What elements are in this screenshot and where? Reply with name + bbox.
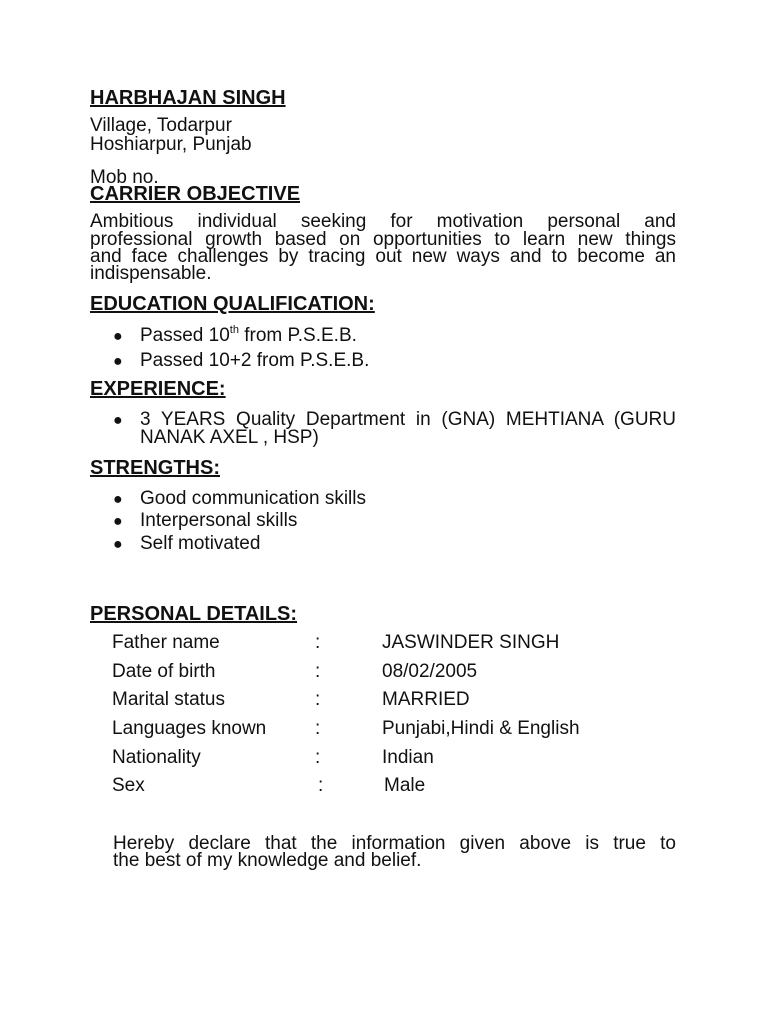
bullet-icon: ● [113,513,123,530]
experience-line-1: 3 YEARS Quality Department in (GNA) MEHTIANA (GURU [140,409,676,430]
applicant-name: HARBHAJAN SINGH [90,87,286,109]
row-label: Nationality [112,747,201,768]
strength-item: ● Self motivated [113,533,261,554]
row-label: Date of birth [112,661,216,682]
address-line-1: Village, Todarpur [90,115,232,136]
mobile-label: Mob no. [90,167,159,188]
row-value: 08/02/2005 [382,661,478,682]
experience-heading: EXPERIENCE: [90,378,226,400]
experience-bullet [113,409,140,432]
strength-item: ● Good communication skills [113,488,366,509]
row-separator: : [315,661,321,682]
row-label: Marital status [112,689,225,710]
address-line-2: Hoshiarpur, Punjab [90,134,252,155]
row-value: Punjabi,Hindi & English [382,718,580,739]
objective-line-1: Ambitious individual seeking for motivation personal and [90,211,676,232]
strength-item: ● Interpersonal skills [113,510,298,531]
objective-line-3: and face challenges by tracing out new ways and to become an [90,246,676,267]
row-label: Sex [112,775,145,796]
bullet-icon: ● [113,328,123,345]
strengths-heading: STRENGTHS: [90,457,220,479]
row-separator: : [318,775,324,796]
row-label: Languages known [112,718,267,739]
bullet-icon: ● [113,353,123,370]
bullet-icon: ● [113,412,123,429]
row-value: Indian [382,747,434,768]
bullet-icon: ● [113,536,123,553]
row-value: MARRIED [382,689,470,710]
personal-details-heading: PERSONAL DETAILS: [90,603,298,625]
declaration-line-2: the best of my knowledge and belief. [113,850,422,871]
objective-line-2: professional growth based on opportunities to learn new things [90,229,676,250]
declaration-line-1: Hereby declare that the information given above is true to [113,833,676,854]
row-label: Father name [112,632,220,653]
bullet-icon: ● [113,491,123,508]
row-separator: : [315,632,321,653]
education-item: ● Passed 10th from P.S.E.B. [113,324,357,346]
education-heading: EDUCATION QUALIFICATION: [90,293,375,315]
row-separator: : [315,718,321,739]
row-separator: : [315,689,321,710]
education-item: ● Passed 10+2 from P.S.E.B. [113,350,370,371]
experience-line-2: NANAK AXEL , HSP) [140,427,319,448]
row-value: JASWINDER SINGH [382,632,560,653]
objective-line-4: indispensable. [90,263,212,284]
row-value: Male [384,775,426,796]
row-separator: : [315,747,321,768]
objective-heading: CARRIER OBJECTIVE [90,183,301,205]
